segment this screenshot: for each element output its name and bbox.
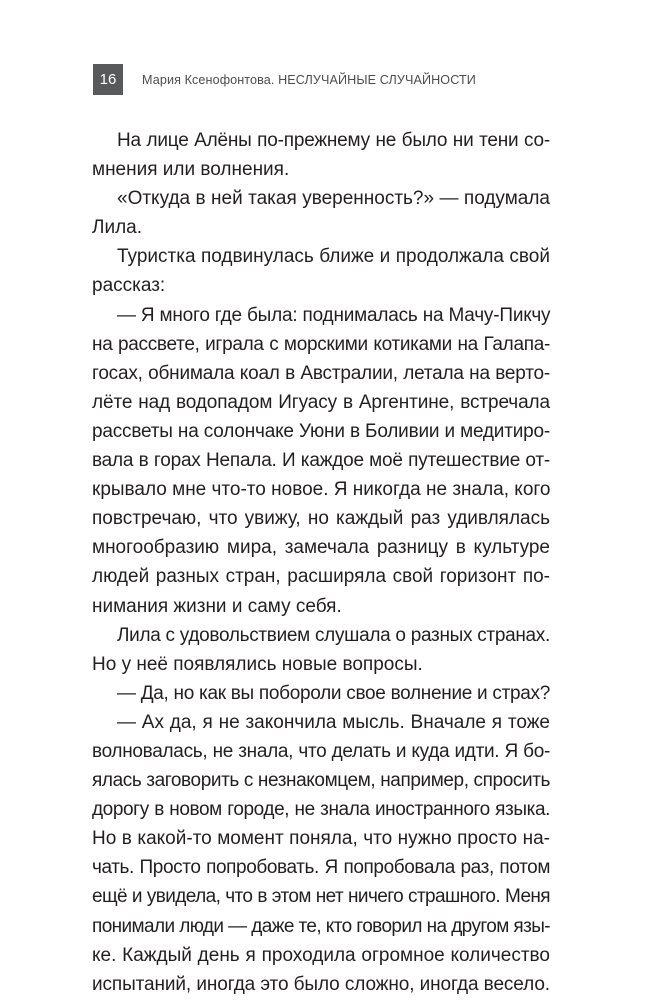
text-line: — Да, но как вы побороли свое волнение и страх?: [117, 682, 550, 704]
text-line: чать. Просто попробовать. Я попробовала раз, потом: [92, 857, 550, 879]
running-title: Мария Ксенофонтова. НЕСЛУЧАЙНЫЕ СЛУЧАЙНОСТИ: [142, 72, 476, 87]
text-line: Туристка подвинулась ближе и продолжала свой: [117, 246, 550, 268]
text-line: мнения или волнения.: [92, 159, 290, 181]
text-line: испытаний, иногда это было сложно, иногда весело.: [92, 973, 550, 995]
text-line: — Я много где была: поднималась на Мачу-Пикчу: [117, 304, 551, 326]
text-line: лёте над водопадом Игуасу в Аргентине, встречала: [92, 391, 550, 413]
text-line: на рассвете, играла с морскими котиками на Галапа-: [92, 333, 550, 355]
text-line: Но у неё появлялись новые вопросы.: [92, 653, 423, 675]
text-line: Лила.: [92, 217, 143, 239]
text-line: повстречаю, что увижу, но каждый раз удивлялась: [92, 508, 550, 530]
text-line: ялась заговорить с незнакомцем, например, спросить: [92, 770, 550, 792]
text-line: — Ах да, я не закончила мысль. Вначале я тоже: [117, 711, 550, 733]
page-number: 16: [93, 64, 123, 95]
text-line: ке. Каждый день я проходила огромное количество: [92, 944, 550, 966]
text-line: понимали люди — даже те, кто говорил на другом язы-: [92, 915, 550, 937]
text-line: рассветы на солончаке Уюни в Боливии и медитиро-: [92, 420, 550, 442]
text-line: волновалась, не знала, что делать и куда идти. Я бо-: [92, 740, 550, 762]
text-line: рассказ:: [92, 275, 166, 297]
text-line: ещё и увидела, что в этом нет ничего страшного. Меня: [92, 886, 550, 908]
text-line: дорогу в новом городе, не знала иностранного языка.: [92, 799, 550, 821]
body-text: [92, 126, 550, 999]
text-line: На лице Алёны по-прежнему не было ни тени со-: [117, 130, 550, 151]
text-line: людей разных стран, расширяла свой горизонт по-: [92, 566, 550, 588]
text-line: Но в какой-то момент поняла, что нужно просто на-: [92, 828, 550, 850]
text-line: госах, обнимала коал в Австралии, летала на верто-: [92, 362, 550, 384]
text-line: крывало мне что-то новое. Я никогда не знала, кого: [92, 479, 551, 501]
page-header: [93, 64, 476, 95]
text-line: нимания жизни и саму себя.: [92, 595, 342, 617]
text-line: Лила с удовольствием слушала о разных странах.: [117, 624, 550, 646]
text-line: вала в горах Непала. И каждое моё путешествие от-: [92, 450, 550, 472]
text-line: «Откуда в ней такая уверенность?» — подумала: [117, 188, 550, 210]
text-line: многообразию мира, замечала разницу в культуре: [92, 537, 550, 559]
